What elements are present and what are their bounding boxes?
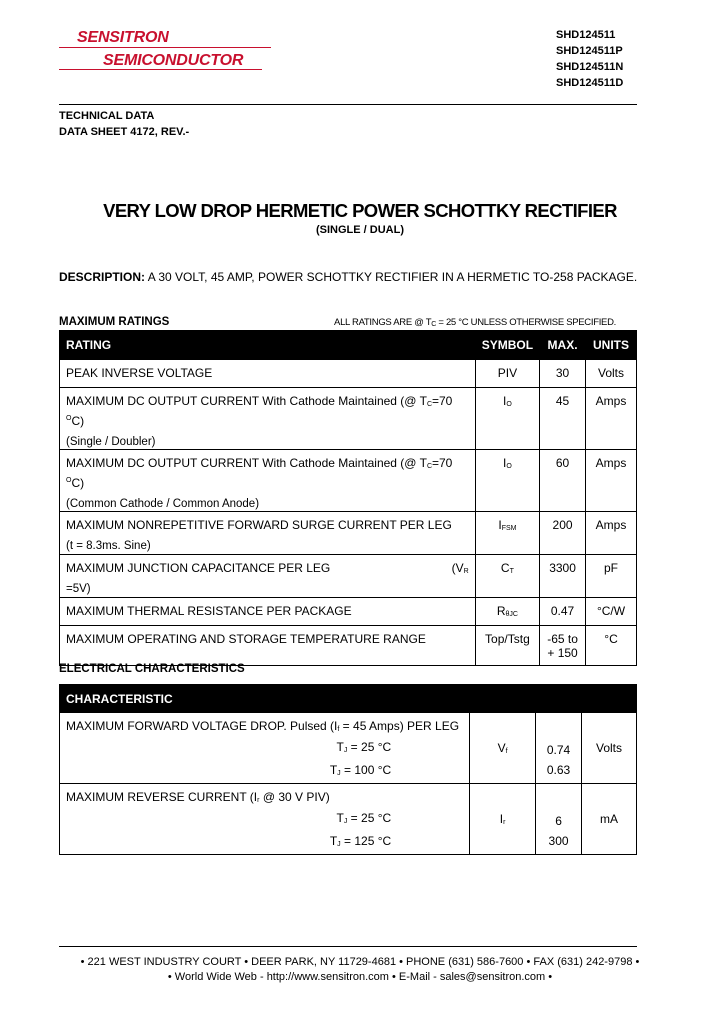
title-pre: MAXIMUM REVERSE CURRENT (I <box>66 790 258 804</box>
company-name-line2: SEMICONDUCTOR <box>103 52 244 69</box>
technical-data-block <box>59 108 189 140</box>
header-max: MAX. <box>540 331 586 360</box>
header-characteristic: CHARACTERISTIC <box>60 685 637 713</box>
header-units: UNITS <box>586 331 637 360</box>
max-text: 3300 <box>549 561 576 575</box>
max-ratings-table <box>59 330 637 666</box>
symbol-cell <box>475 626 539 666</box>
rating-cell <box>60 512 476 555</box>
footer-contact: • World Wide Web - http://www.sensitron.com • E-Mail - sales@sensitron.com • <box>167 971 553 983</box>
title-post: @ 30 V PIV) <box>259 790 330 804</box>
symbol-main: I <box>498 518 502 532</box>
units-text: pF <box>604 561 619 575</box>
rating-text: MAXIMUM OPERATING AND STORAGE TEMPERATURE RANGE <box>66 632 426 646</box>
rating-right-sub: R <box>463 568 469 575</box>
title-pre: MAXIMUM FORWARD VOLTAGE DROP. Pulsed (I <box>66 719 338 733</box>
condition-2 <box>66 761 463 783</box>
max-text: 60 <box>555 456 570 470</box>
units-text: °C/W <box>596 604 626 618</box>
symbol-cell <box>470 784 536 855</box>
symbol-main: V <box>497 741 506 755</box>
value-cell <box>536 784 582 855</box>
symbol-sub: FSM <box>501 525 517 532</box>
rating-line2: =5V) <box>66 583 91 595</box>
title-sub: r <box>257 797 260 804</box>
max-cell <box>540 450 586 512</box>
symbol-cell <box>475 598 539 626</box>
value-1: 0.74 <box>546 743 571 757</box>
rating-line2: (Common Cathode / Common Anode) <box>66 498 260 510</box>
part-numbers <box>556 27 623 91</box>
value-cell <box>536 713 582 784</box>
units-cell <box>586 388 637 450</box>
rating-text: MAXIMUM THERMAL RESISTANCE PER PACKAGE <box>66 604 352 618</box>
max-text: 45 <box>555 394 570 408</box>
value-2: 0.63 <box>546 763 571 777</box>
characteristic-title <box>66 713 463 737</box>
symbol-cell <box>475 388 539 450</box>
max-text: -65 to <box>547 632 578 646</box>
cond-pre: T <box>329 834 338 848</box>
datasheet-number: DATA SHEET 4172, REV.- <box>59 126 190 138</box>
cond-sub: J <box>343 818 348 825</box>
table-row <box>60 555 637 598</box>
cond-pre: T <box>336 811 344 825</box>
description <box>59 270 637 284</box>
ratings-note-sub: C <box>431 321 437 328</box>
symbol-text <box>482 555 533 579</box>
symbol-main: C <box>500 561 510 575</box>
rating-tail: =70 <box>432 394 453 408</box>
rating-end: C) <box>71 414 85 428</box>
max-cell <box>540 598 586 626</box>
units-cell <box>586 555 637 598</box>
value-1: 6 <box>555 814 562 828</box>
condition-1 <box>66 737 463 761</box>
rating-text <box>66 555 469 575</box>
units-cell <box>586 360 637 388</box>
symbol-sub: f <box>505 748 508 755</box>
table-row <box>60 360 637 388</box>
footer-address: • 221 WEST INDUSTRY COURT • DEER PARK, NY 11729-4681 • PHONE (631) 586-7600 • FAX (631) 242-9798 • <box>80 956 640 968</box>
part-number: SHD124511D <box>556 77 624 89</box>
cond-post: = 25 °C <box>347 811 392 825</box>
cond-post: = 25 °C <box>347 740 392 754</box>
rating-sub: C <box>426 463 432 470</box>
rating-end: C) <box>71 476 85 490</box>
rating-sub: C <box>426 401 432 408</box>
units-text: Amps <box>595 456 627 470</box>
symbol-cell <box>475 450 539 512</box>
table-header-row <box>60 685 637 713</box>
ratings-note-prefix: ALL RATINGS ARE @ T <box>334 317 432 328</box>
rating-tail: =70 <box>432 456 453 470</box>
cond-pre: T <box>329 763 338 777</box>
electrical-label: ELECTRICAL CHARACTERISTICS <box>59 663 245 675</box>
rating-main: MAXIMUM DC OUTPUT CURRENT With Cathode Maintained (@ T <box>66 394 427 408</box>
symbol-main: I <box>503 456 507 470</box>
condition-1 <box>66 808 463 832</box>
ratings-note-suffix: = 25 °C UNLESS OTHERWISE SPECIFIED. <box>436 317 616 328</box>
cond-pre: T <box>336 740 344 754</box>
description-text: A 30 VOLT, 45 AMP, POWER SCHOTTKY RECTIFIER IN A HERMETIC TO-258 PACKAGE. <box>145 270 638 284</box>
document-title: VERY LOW DROP HERMETIC POWER SCHOTTKY RECTIFIER <box>103 200 617 221</box>
max-cell <box>540 555 586 598</box>
symbol-sub: O <box>506 463 512 470</box>
rating-cell <box>60 555 476 598</box>
max-text-line2: + 150 <box>547 646 578 660</box>
header-rating: RATING <box>60 331 476 360</box>
max-ratings-label: MAXIMUM RATINGS <box>59 316 170 328</box>
units-cell: mA <box>582 784 637 855</box>
cond-sub: J <box>337 841 341 848</box>
header-symbol: SYMBOL <box>475 331 539 360</box>
table-header-row <box>60 331 637 360</box>
units-cell <box>586 512 637 555</box>
characteristic-cell <box>60 713 470 784</box>
document-subtitle: (SINGLE / DUAL) <box>316 224 404 236</box>
company-name-line1: SENSITRON <box>77 29 169 46</box>
max-cell <box>540 360 586 388</box>
characteristic-cell <box>60 784 470 855</box>
rating-cell <box>60 450 476 512</box>
symbol-cell <box>475 555 539 598</box>
electrical-table <box>59 684 637 855</box>
table-row <box>60 450 637 512</box>
symbol-sub: θJC <box>505 611 518 618</box>
table-row <box>60 713 637 784</box>
symbol-main: R <box>496 604 506 618</box>
table-row <box>60 784 637 855</box>
rating-line2: (t = 8.3ms. Sine) <box>66 540 151 552</box>
rating-text <box>66 388 469 428</box>
symbol-text: Top/Tstg <box>485 632 530 646</box>
units-cell <box>586 626 637 666</box>
units-cell: Volts <box>582 713 637 784</box>
symbol-sub: r <box>503 819 506 826</box>
rating-text: PEAK INVERSE VOLTAGE <box>66 366 213 380</box>
part-number: SHD124511 <box>556 29 616 41</box>
rating-right <box>452 561 469 579</box>
symbol-text <box>482 598 533 622</box>
cond-sub: J <box>337 770 341 777</box>
max-text: 200 <box>552 518 573 532</box>
cond-post: = 125 °C <box>340 834 392 848</box>
units-text: Amps <box>595 394 627 408</box>
rating-main: MAXIMUM JUNCTION CAPACITANCE PER LEG <box>66 561 331 575</box>
max-text: 30 <box>555 366 570 380</box>
units-text: °C <box>604 632 618 646</box>
rating-main: MAXIMUM DC OUTPUT CURRENT With Cathode Maintained (@ T <box>66 456 427 470</box>
rating-line2: (Single / Doubler) <box>66 436 156 448</box>
value-2: 300 <box>548 834 569 848</box>
symbol-main: I <box>503 394 507 408</box>
units-text: Volts <box>598 366 625 380</box>
cond-sub: J <box>343 747 348 754</box>
symbol-cell <box>475 360 539 388</box>
symbol-text <box>482 450 533 474</box>
rating-cell <box>60 626 476 666</box>
title-sub: f <box>337 726 340 733</box>
symbol-cell <box>475 512 539 555</box>
symbol-text <box>482 388 533 412</box>
max-cell <box>540 512 586 555</box>
units-cell <box>586 450 637 512</box>
part-number: SHD124511P <box>556 45 623 57</box>
cond-post: = 100 °C <box>340 763 392 777</box>
part-number: SHD124511N <box>556 61 624 73</box>
rating-text: MAXIMUM NONREPETITIVE FORWARD SURGE CURRENT PER LEG <box>66 518 452 532</box>
max-text: 0.47 <box>550 604 575 618</box>
symbol-text: PIV <box>497 366 518 380</box>
rating-sup: O <box>66 477 72 484</box>
footer-divider <box>59 946 637 947</box>
max-cell <box>540 626 586 666</box>
header-divider <box>59 104 637 105</box>
rating-text <box>66 450 469 490</box>
table-row <box>60 626 637 666</box>
characteristic-title <box>66 784 463 808</box>
symbol-main: I <box>499 812 504 826</box>
technical-data-label: TECHNICAL DATA <box>59 110 155 122</box>
symbol-cell <box>470 713 536 784</box>
symbol-text <box>482 512 533 536</box>
units-text: Amps <box>595 518 627 532</box>
rating-right-main: (V <box>451 561 464 575</box>
table-row <box>60 388 637 450</box>
max-cell <box>540 388 586 450</box>
units-cell <box>586 598 637 626</box>
rating-cell <box>60 388 476 450</box>
logo-line-top <box>59 47 271 48</box>
table-row <box>60 512 637 555</box>
ratings-note <box>334 317 616 328</box>
title-post: = 45 Amps) PER LEG <box>339 719 460 733</box>
rating-cell <box>60 360 476 388</box>
symbol-sub: O <box>506 401 512 408</box>
description-label: DESCRIPTION: <box>59 270 146 284</box>
table-row <box>60 598 637 626</box>
rating-cell <box>60 598 476 626</box>
rating-sup: O <box>66 415 72 422</box>
condition-2 <box>66 832 463 854</box>
symbol-sub: T <box>509 568 514 575</box>
